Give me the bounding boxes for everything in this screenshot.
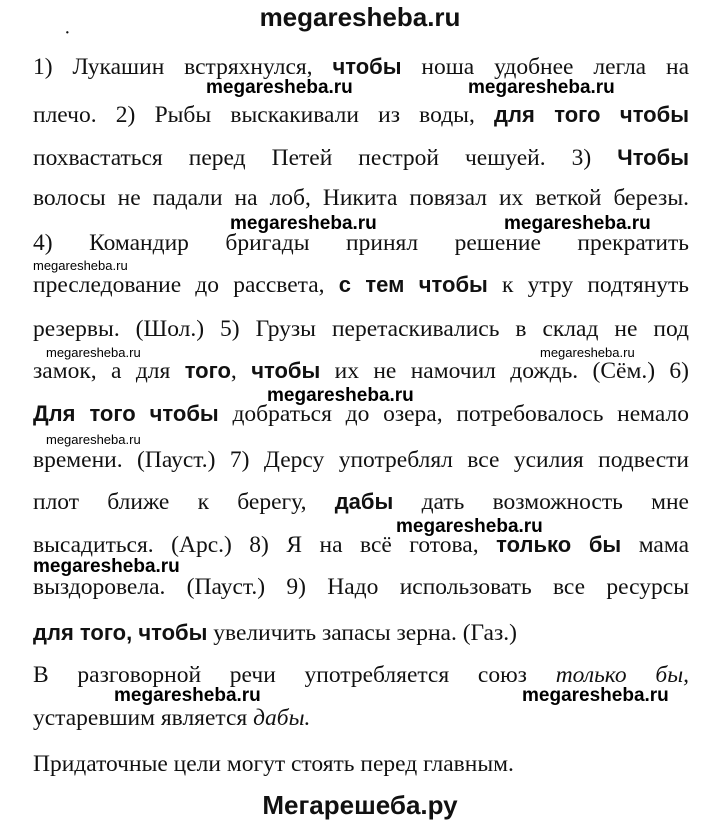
text-fragment: замок, а для — [33, 358, 185, 384]
text-line — [33, 272, 689, 300]
watermark: megaresheba.ru — [33, 258, 128, 273]
text-fragment: увеличить запасы зерна. (Газ.) — [207, 620, 517, 646]
bold-conjunction: того — [184, 358, 231, 383]
text-fragment: добраться до озера, потребовалось немало — [218, 401, 689, 427]
text-fragment: их не намочил дождь. (Сём.) 6) — [320, 358, 689, 384]
text-fragment: преследование до рассвета, — [33, 272, 339, 298]
text-line — [33, 358, 689, 386]
bold-conjunction: для того, чтобы — [33, 620, 208, 645]
text-fragment: В разговорной речи употребляется союз — [33, 662, 556, 688]
text-fragment: резервы. (Шол.) 5) Грузы перетаскивались в склад не под — [33, 316, 689, 342]
text-fragment: плечо. 2) Рыбы выскакивали из воды, — [33, 102, 495, 128]
watermark: megaresheba.ru — [522, 685, 669, 706]
text-fragment: высадиться. (Арс.) 8) Я на всё готова, — [33, 532, 497, 558]
watermark: megaresheba.ru — [468, 77, 615, 98]
text-line — [33, 620, 689, 647]
watermark: megaresheba.ru — [46, 432, 141, 447]
text-fragment: Придаточные цели могут стоять перед главным. — [33, 751, 514, 777]
text-line — [33, 447, 689, 475]
text-fragment: , — [230, 358, 252, 384]
watermark: megaresheba.ru — [46, 345, 141, 360]
italic-term: только бы, — [555, 662, 689, 688]
bold-conjunction: дабы — [334, 489, 394, 514]
watermark: megaresheba.ru — [267, 385, 414, 406]
bold-conjunction: Чтобы — [617, 145, 689, 170]
site-footer: Мегарешеба.ру — [262, 790, 458, 820]
watermark: megaresheba.ru — [504, 213, 651, 234]
watermark: megaresheba.ru — [230, 213, 377, 234]
text-fragment: мама — [621, 532, 689, 558]
text-line — [33, 574, 689, 602]
text-fragment: выздоровела. (Пауст.) 9) Надо использовать все ресурсы — [33, 574, 689, 600]
text-line — [33, 185, 689, 213]
text-line — [33, 705, 689, 732]
watermark: megaresheba.ru — [396, 516, 543, 537]
text-fragment: плот ближе к берегу, — [33, 489, 335, 515]
text-line — [33, 102, 689, 130]
bold-conjunction: только бы — [496, 532, 622, 557]
text-fragment: 1) Лукашин встряхнулся, — [33, 54, 333, 80]
text-line — [33, 751, 689, 778]
text-line — [33, 316, 689, 344]
bold-conjunction: с тем чтобы — [338, 272, 488, 297]
text-fragment: устаревшим является — [33, 705, 254, 731]
text-fragment: похвастаться перед Петей пестрой чешуей. 3) — [33, 145, 618, 171]
text-fragment: 4) Командир бригады принял решение прекратить — [33, 230, 689, 256]
text-line — [33, 145, 689, 173]
watermark: megaresheba.ru — [540, 345, 635, 360]
bold-conjunction: для того чтобы — [494, 102, 689, 127]
text-fragment: к утру подтянуть — [487, 272, 689, 298]
bold-conjunction: чтобы — [332, 54, 402, 79]
text-fragment: волосы не падали на лоб, Никита повязал их веткой березы. — [33, 185, 689, 211]
bold-conjunction: Для того чтобы — [33, 401, 219, 426]
watermark: megaresheba.ru — [206, 77, 353, 98]
text-fragment: ноша удобнее легла на — [401, 54, 689, 80]
bold-conjunction: чтобы — [251, 358, 321, 383]
text-fragment: дать возможность мне — [393, 489, 689, 515]
stray-dot: · — [64, 22, 71, 44]
italic-term: дабы. — [253, 705, 311, 731]
watermark: megaresheba.ru — [114, 685, 261, 706]
text-fragment: времени. (Пауст.) 7) Дерсу употреблял все усилия подвести — [33, 447, 689, 473]
text-line — [33, 489, 689, 517]
watermark: megaresheba.ru — [33, 556, 180, 577]
site-header: megaresheba.ru — [259, 2, 461, 32]
